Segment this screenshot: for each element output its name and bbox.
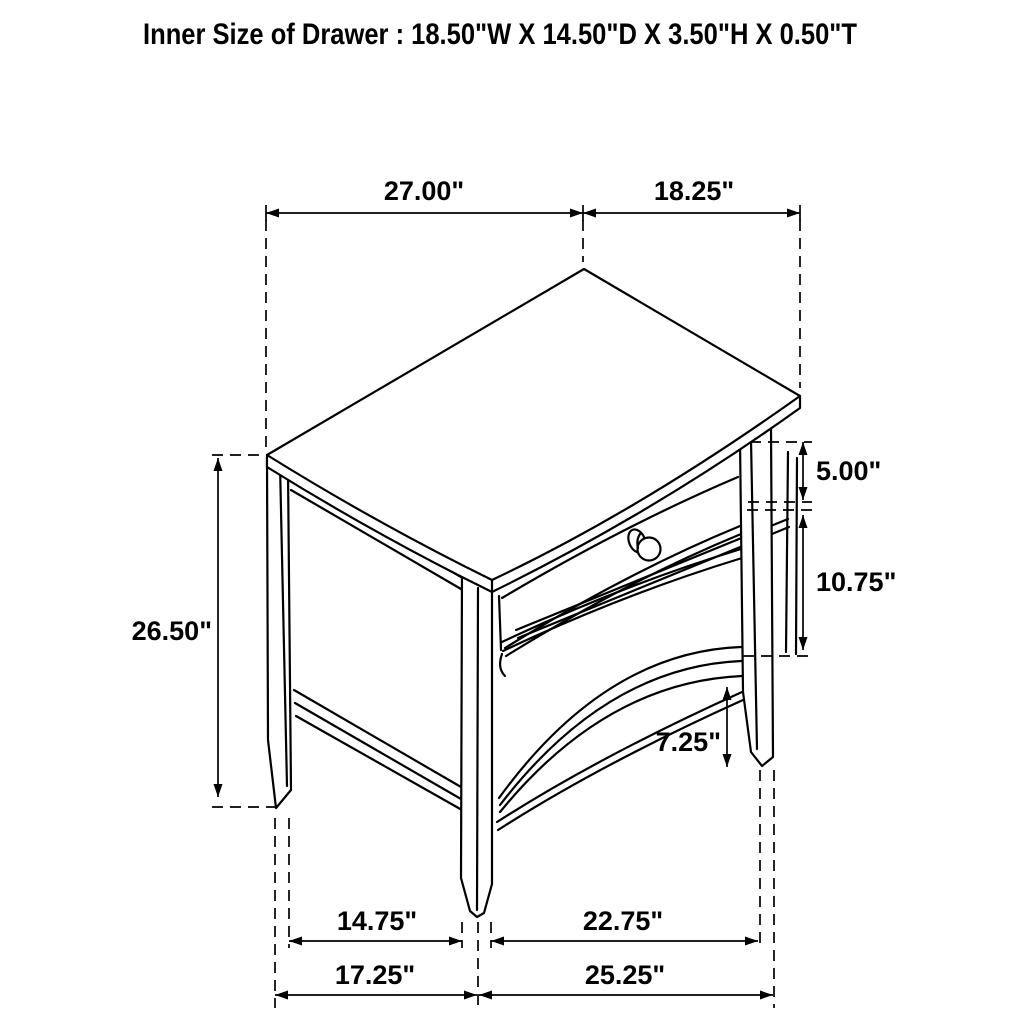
dim-label-base-front-inner: 14.75" xyxy=(336,906,418,936)
front-right-leg xyxy=(740,428,773,766)
page-title: Inner Size of Drawer : 18.50"W X 14.50"D X 3.50"H X 0.50"T xyxy=(143,18,857,51)
dim-drawer-face-height xyxy=(799,442,882,500)
dim-label-shelf-to-floor-gap: 7.25" xyxy=(655,727,721,757)
dim-label-drawer-face-height: 5.00" xyxy=(816,456,882,486)
dim-label-top-width: 27.00" xyxy=(383,176,465,206)
dim-label-top-depth: 18.25" xyxy=(653,176,735,206)
rear-left-leg xyxy=(267,458,291,808)
nightstand-drawing xyxy=(267,269,800,917)
dim-base-front-overall xyxy=(275,960,477,1000)
dim-top-depth xyxy=(583,176,800,221)
dim-label-overall-height: 26.50" xyxy=(131,616,212,646)
dim-label-base-front-overall: 17.25" xyxy=(334,960,416,990)
rear-right-leg xyxy=(786,452,797,654)
drawer-knob xyxy=(625,527,660,561)
dim-base-side-inner xyxy=(491,906,758,946)
dim-overall-height xyxy=(132,458,223,797)
dim-shelf-to-floor-gap xyxy=(656,687,732,767)
dim-label-base-side-inner: 22.75" xyxy=(582,906,664,936)
dim-base-side-overall xyxy=(479,960,773,1000)
dim-label-base-side-overall: 25.25" xyxy=(584,960,666,990)
dim-label-compartment-height: 10.75" xyxy=(816,567,897,597)
front-center-leg xyxy=(461,570,492,917)
dim-compartment-height xyxy=(799,515,897,650)
dim-top-width xyxy=(266,176,583,221)
front-stretcher xyxy=(497,692,743,830)
dim-base-front-inner xyxy=(289,906,462,946)
